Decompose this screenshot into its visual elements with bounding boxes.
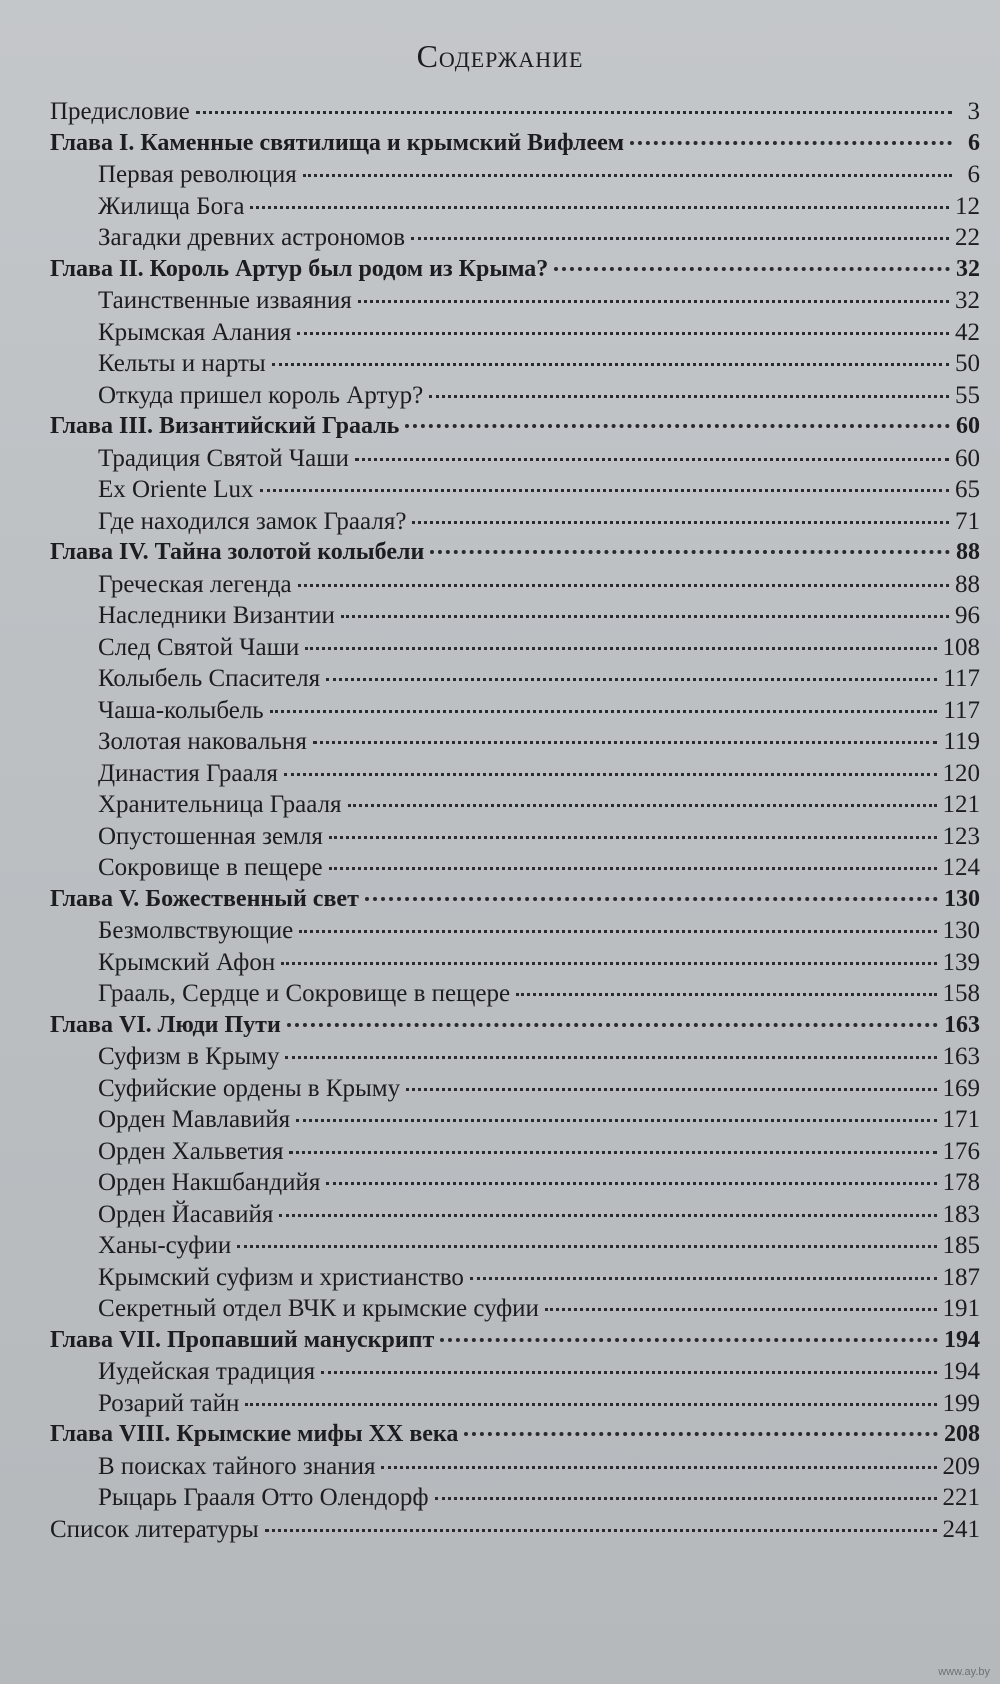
toc-entry-label: Безмолвствующие [98, 917, 294, 944]
toc-page-number: 60 [955, 444, 980, 472]
toc-entry-label: В поисках тайного знания [98, 1452, 376, 1480]
toc-entry-label: Золотая наковальня [98, 728, 307, 755]
dot-leader [630, 141, 952, 145]
dot-leader [348, 804, 937, 807]
toc-section-row [50, 317, 980, 349]
dot-leader [430, 550, 950, 554]
toc-section-row [50, 978, 980, 1010]
toc-section-row [50, 663, 980, 695]
toc-chapter-row [50, 254, 980, 286]
toc-section-row [50, 443, 980, 475]
toc-page-number: 117 [943, 665, 980, 692]
toc-page-number: 130 [942, 917, 980, 944]
dot-leader [265, 1529, 937, 1532]
dot-leader [281, 962, 936, 965]
dot-leader [313, 741, 938, 744]
toc-page-number: 50 [955, 350, 980, 377]
toc-chapter-row [50, 411, 980, 443]
toc-entry-label: Ex Oriente Lux [98, 476, 254, 503]
toc-section-row [50, 1356, 980, 1388]
toc-page-number: 32 [956, 255, 980, 282]
toc-entry-label: Традиция Святой Чаши [98, 444, 349, 472]
toc-page-number: 88 [956, 539, 980, 565]
toc-section-row [50, 1451, 980, 1483]
toc-chapter-row [50, 1325, 980, 1357]
toc-entry-label: Жилища Бога [98, 192, 245, 220]
dot-leader [358, 300, 949, 303]
toc-entry-label: Орден Йасавийя [98, 1200, 274, 1228]
toc-page-number: 191 [942, 1295, 980, 1322]
toc-section-row [50, 821, 980, 853]
toc-page-number: 194 [942, 1358, 980, 1385]
toc-section-row [50, 348, 980, 380]
toc-entry-label: Загадки древних астрономов [98, 224, 406, 251]
toc-entry-label: Орден Мавлавийя [98, 1106, 291, 1133]
toc-section-row [50, 1482, 980, 1514]
dot-leader [405, 424, 950, 428]
toc-entry-label: Глава V. Божественный свет [50, 885, 359, 912]
dot-leader [297, 332, 949, 335]
toc-page-number: 65 [955, 476, 980, 503]
dot-leader [321, 1371, 936, 1374]
toc-section-row [50, 1199, 980, 1231]
toc-page-number: 163 [942, 1043, 980, 1070]
dot-leader [341, 615, 949, 618]
toc-page-number: 42 [955, 318, 980, 346]
toc-entry-label: Греческая легенда [98, 570, 292, 598]
toc-section-row [50, 191, 980, 223]
toc-entry-label: Суфийские ордены в Крыму [98, 1074, 401, 1102]
toc-page-number: 171 [942, 1106, 980, 1133]
dot-leader [279, 1214, 936, 1217]
toc-page-number: 120 [942, 759, 980, 787]
toc-page-number: 209 [942, 1452, 980, 1480]
dot-leader [554, 267, 950, 271]
toc-page-number: 169 [942, 1074, 980, 1102]
toc-section-row [50, 569, 980, 601]
dot-leader [545, 1308, 937, 1311]
toc-entry-label: Крымский суфизм и христианство [98, 1263, 464, 1291]
dot-leader [250, 206, 949, 209]
dot-leader [237, 1245, 936, 1248]
toc-page-number: 178 [942, 1169, 980, 1196]
dot-leader [381, 1466, 936, 1469]
toc-section-row [50, 852, 980, 884]
toc-page-number: 187 [942, 1263, 980, 1291]
toc-page-number: 221 [942, 1484, 980, 1511]
toc-section-row [50, 285, 980, 317]
dot-leader [435, 1497, 937, 1500]
toc-page-number: 55 [955, 381, 980, 409]
toc-page-number: 123 [942, 822, 980, 850]
toc-page-number: 139 [942, 948, 980, 976]
dot-leader [440, 1338, 938, 1342]
toc-entry-label: Кельты и нарты [98, 350, 266, 377]
toc-entry-label: Первая революция [98, 161, 297, 188]
toc-section-row [50, 1388, 980, 1420]
toc-entry-label: Крымский Афон [98, 948, 276, 976]
toc-entry-label: Крымская Алания [98, 318, 292, 346]
toc-entry-label: Грааль, Сердце и Сокровище в пещере [98, 980, 511, 1007]
toc-page-number: 71 [955, 507, 980, 535]
dot-leader [272, 363, 949, 366]
toc-page-number: 119 [943, 728, 980, 755]
toc-page-number: 60 [956, 413, 980, 439]
toc-entry-label: Где находился замок Грааля? [98, 507, 407, 535]
toc-page-number: 208 [944, 1421, 980, 1447]
dot-leader [305, 647, 936, 650]
dot-leader [329, 867, 937, 870]
dot-leader [326, 678, 937, 681]
toc-page-number: 88 [955, 570, 980, 598]
toc-page-number: 96 [955, 602, 980, 629]
watermark: www.ay.by [938, 1666, 990, 1678]
dot-leader [429, 395, 949, 398]
dot-leader [329, 836, 937, 839]
dot-leader [260, 489, 949, 492]
dot-leader [196, 111, 952, 114]
toc-page-number: 6 [968, 129, 980, 156]
toc-page-number: 183 [942, 1200, 980, 1228]
toc-section-row [50, 600, 980, 632]
toc-entry-label: Секретный отдел ВЧК и крымские суфии [98, 1295, 539, 1322]
toc-section-row [50, 758, 980, 790]
toc-entry-label: Орден Хальветия [98, 1137, 284, 1165]
toc-entry-label: Глава I. Каменные святилища и крымский Вифлеем [50, 129, 625, 156]
toc-section-row [50, 159, 980, 191]
toc-page-number: 130 [944, 885, 980, 912]
dot-leader [303, 174, 952, 177]
toc-top-row [50, 1514, 980, 1546]
toc-page-number: 117 [943, 696, 980, 724]
toc-entry-label: Глава III. Византийский Грааль [50, 413, 400, 439]
dot-leader [365, 897, 938, 901]
dot-leader [326, 1182, 936, 1185]
dot-leader [464, 1432, 938, 1436]
toc-section-row [50, 1073, 980, 1105]
toc-entry-label: Предисловие [50, 98, 190, 125]
toc-page-number: 108 [942, 633, 980, 661]
toc-page-number: 124 [942, 854, 980, 881]
toc-section-row [50, 1136, 980, 1168]
toc-entry-label: Колыбель Спасителя [98, 665, 321, 692]
toc-entry-label: Хранительница Грааля [98, 791, 342, 818]
toc-page-number: 158 [942, 980, 980, 1007]
toc-entry-label: Розарий тайн [98, 1389, 240, 1417]
dot-leader [298, 584, 949, 587]
toc-page-number: 199 [942, 1389, 980, 1417]
toc-entry-label: Глава II. Король Артур был родом из Крыма? [50, 255, 549, 282]
toc-page-number: 163 [944, 1011, 980, 1038]
toc-entry-label: Сокровище в пещере [98, 854, 323, 881]
toc-section-row [50, 222, 980, 254]
toc-section-row [50, 695, 980, 727]
toc-page-number: 12 [955, 192, 980, 220]
toc-page-number: 22 [955, 224, 980, 251]
toc-chapter-row [50, 1010, 980, 1042]
toc-page-number: 241 [942, 1515, 980, 1543]
toc-entry-label: Рыцарь Грааля Отто Олендорф [98, 1484, 429, 1511]
dot-leader [411, 237, 949, 240]
toc-chapter-row [50, 128, 980, 160]
toc-page-number: 121 [942, 791, 980, 818]
toc-entry-label: Таинственные изваяния [98, 287, 352, 314]
toc-section-row [50, 632, 980, 664]
toc-section-row [50, 380, 980, 412]
dot-leader [245, 1403, 936, 1406]
toc-section-row [50, 474, 980, 506]
toc-section-row [50, 1230, 980, 1262]
toc-section-row [50, 789, 980, 821]
toc-chapter-row [50, 884, 980, 916]
toc-entry-label: Орден Накшбандийя [98, 1169, 321, 1196]
dot-leader [355, 458, 949, 461]
toc-section-row [50, 947, 980, 979]
dot-leader [270, 710, 938, 713]
toc-entry-label: Откуда пришел король Артур? [98, 381, 424, 409]
toc-section-row [50, 1104, 980, 1136]
table-of-contents [50, 96, 980, 1545]
toc-entry-label: Суфизм в Крыму [98, 1043, 280, 1070]
toc-section-row [50, 915, 980, 947]
dot-leader [287, 1023, 938, 1027]
dot-leader [296, 1119, 936, 1122]
dot-leader [516, 993, 936, 996]
toc-section-row [50, 1293, 980, 1325]
toc-section-row [50, 1041, 980, 1073]
dot-leader [412, 521, 949, 524]
page-title: Содержание [416, 38, 584, 74]
dot-leader [406, 1088, 936, 1091]
toc-entry-label: Иудейская традиция [98, 1358, 316, 1385]
toc-entry-label: Династия Грааля [98, 759, 278, 787]
toc-entry-label: След Святой Чаши [98, 633, 300, 661]
toc-entry-label: Список литературы [50, 1515, 259, 1543]
toc-entry-label: Глава VIII. Крымские мифы XX века [50, 1421, 459, 1447]
toc-page-number: 3 [967, 98, 980, 125]
dot-leader [299, 930, 936, 933]
toc-entry-label: Наследники Византии [98, 602, 335, 629]
toc-section-row [50, 1262, 980, 1294]
dot-leader [289, 1151, 936, 1154]
dot-leader [285, 1056, 936, 1059]
dot-leader [470, 1277, 937, 1280]
toc-entry-label: Глава VII. Пропавший манускрипт [50, 1326, 435, 1353]
toc-page-number: 6 [967, 161, 980, 188]
toc-entry-label: Глава VI. Люди Пути [50, 1011, 281, 1038]
dot-leader [284, 773, 937, 776]
toc-page-number: 185 [942, 1232, 980, 1259]
toc-entry-label: Чаша-колыбель [98, 696, 264, 724]
toc-entry-label: Глава IV. Тайна золотой колыбели [50, 539, 425, 565]
toc-entry-label: Опустошенная земля [98, 822, 323, 850]
toc-page-number: 32 [955, 287, 980, 314]
toc-section-row [50, 726, 980, 758]
toc-entry-label: Ханы-суфии [98, 1232, 232, 1259]
toc-page-number: 176 [942, 1137, 980, 1165]
toc-section-row [50, 1167, 980, 1199]
toc-chapter-row [50, 1419, 980, 1451]
toc-chapter-row [50, 537, 980, 569]
toc-section-row [50, 506, 980, 538]
toc-page-number: 194 [944, 1326, 980, 1353]
toc-top-row [50, 96, 980, 128]
